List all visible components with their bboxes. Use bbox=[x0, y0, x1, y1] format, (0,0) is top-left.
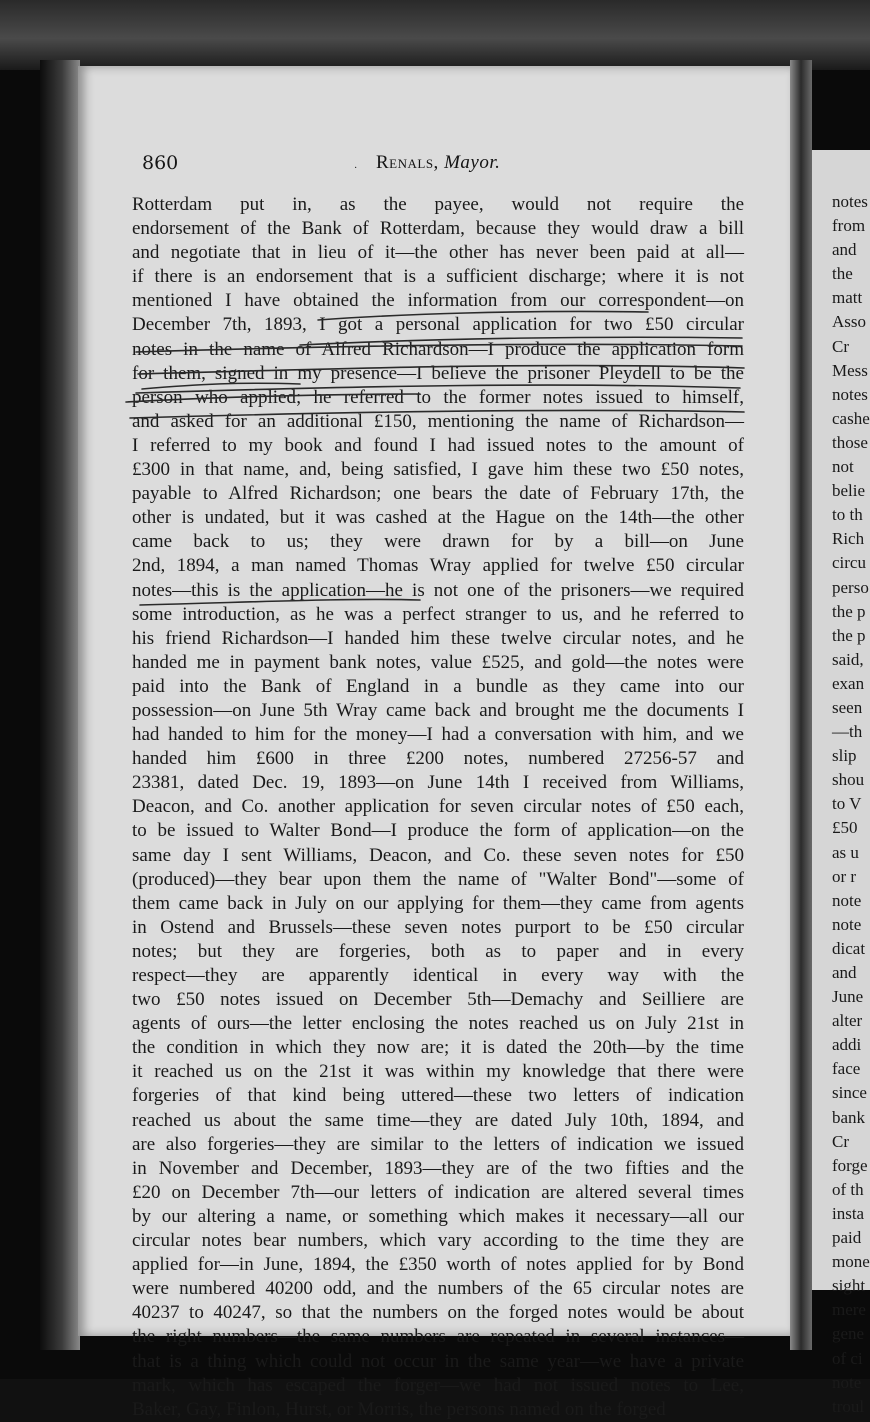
text-line: mark, which has escaped the forger—we had not issued notes to Lee, bbox=[132, 1374, 744, 1396]
text-line: two £50 notes issued on December 5th—Demachy and Seilliere are bbox=[132, 989, 744, 1011]
text-line: by our altering a name, or something which makes it necessary—all our bbox=[132, 1205, 744, 1227]
text-line: and asked for an additional £150, mentioning the name of Richardson— bbox=[132, 410, 744, 432]
text-line: some introduction, as he was a perfect stranger to us, and he referred to bbox=[132, 603, 744, 625]
text-line: the right numbers—the same numbers are repeated in several instances— bbox=[132, 1326, 744, 1348]
text-line: agents of ours—the letter enclosing the notes reached us on July 21st in bbox=[132, 1013, 744, 1035]
next-page-line: notes bbox=[832, 192, 868, 211]
next-page-line: mone bbox=[832, 1252, 870, 1272]
next-page-fragment bbox=[812, 150, 870, 1416]
text-line: notes—this is the application—he is not one of the prisoners—we required bbox=[132, 579, 744, 601]
header-dot: · bbox=[354, 163, 358, 174]
next-page-line: exan bbox=[832, 673, 865, 693]
next-page-line: forge bbox=[832, 1155, 868, 1175]
text-line: handed me in payment bank notes, value £525, and gold—the notes were bbox=[132, 651, 744, 673]
text-line: had handed to him for the money—I had a conversation with him, and we bbox=[132, 724, 744, 746]
text-line: if there is an endorsement that is a sufficient discharge; where it is not bbox=[132, 266, 744, 288]
text-line: handed him £600 in three £200 notes, numbered 27256-57 and bbox=[132, 748, 744, 770]
text-line: forgeries of that kind being uttered—these two letters of indication bbox=[132, 1085, 744, 1107]
text-line: in November and December, 1893—they are of the two fifties and the bbox=[132, 1157, 744, 1179]
next-page-line: bank bbox=[832, 1107, 866, 1127]
next-page-line: note bbox=[832, 1372, 862, 1392]
next-page-line: note bbox=[832, 914, 862, 934]
next-page-line: perso bbox=[832, 577, 869, 597]
text-line: person who applied; he referred to the former notes issued to himself, bbox=[132, 386, 744, 408]
text-line: and negotiate that in lieu of it—the other has never been paid at all— bbox=[132, 242, 744, 264]
next-page-line: or r bbox=[832, 866, 857, 886]
next-page-line: shou bbox=[832, 770, 865, 790]
text-line: Deacon, and Co. another application for seven circular notes of £50 each, bbox=[132, 796, 744, 818]
next-page-line: the p bbox=[832, 601, 866, 621]
next-page-line: from bbox=[832, 216, 866, 236]
next-page-line: troul bbox=[832, 1396, 865, 1416]
text-line: I referred to my book and found I had issued notes to the amount of bbox=[132, 434, 744, 456]
next-page-line: £50 bbox=[832, 818, 858, 838]
text-line: them came back in July on our applying for them—they came from agents bbox=[132, 892, 744, 914]
text-line: that is a thing which could not occur in the same year—we have a private bbox=[132, 1350, 744, 1372]
text-line: were numbered 40200 odd, and the numbers of the 65 circular notes are bbox=[132, 1278, 744, 1300]
text-line: are also forgeries—they are similar to the letters of indication we issued bbox=[132, 1133, 744, 1155]
next-page-line: the bbox=[832, 264, 853, 284]
next-page-line: face bbox=[832, 1059, 861, 1079]
text-line: applied for—in June, 1894, the £350 worth of notes applied for by Bond bbox=[132, 1254, 744, 1276]
next-page-line: dicat bbox=[832, 938, 866, 958]
page-header bbox=[142, 152, 742, 182]
next-page-line: note bbox=[832, 890, 862, 910]
next-page-line: Rich bbox=[832, 529, 865, 549]
text-line: 2nd, 1894, a man named Thomas Wray applied for twelve £50 circular bbox=[132, 555, 744, 577]
book-spine-edge bbox=[40, 60, 80, 1350]
text-line: £20 on December 7th—our letters of indication are altered several times bbox=[132, 1181, 744, 1203]
text-line: possession—on June 5th Wray came back and brought me the documents I bbox=[132, 699, 744, 721]
text-line: endorsement of the Bank of Rotterdam, because they would draw a bill bbox=[132, 218, 744, 240]
text-line: (produced)—they bear upon them the name of "Walter Bond"—some of bbox=[132, 868, 744, 890]
text-line: to be issued to Walter Bond—I produce the form of application—on the bbox=[132, 820, 744, 842]
next-page-line: Cr bbox=[832, 1131, 849, 1151]
running-head bbox=[376, 152, 500, 174]
text-line: Baker, Gay, Finlon, Hurst, or Morris, the persons named on the forged bbox=[132, 1398, 666, 1420]
running-head-name: Renals, bbox=[376, 152, 439, 173]
next-page-line: not bbox=[832, 457, 854, 477]
next-page-line: said, bbox=[832, 649, 864, 669]
book-gutter bbox=[790, 60, 812, 1350]
text-line: in Ostend and Brussels—these seven notes purport to be £50 circular bbox=[132, 916, 744, 938]
next-page-line: the p bbox=[832, 625, 866, 645]
text-line: the condition in which they now are; it is dated the 20th—by the time bbox=[132, 1037, 744, 1059]
next-page-line: gene bbox=[832, 1324, 865, 1344]
text-line: 23381, dated Dec. 19, 1893—on June 14th I received from Williams, bbox=[132, 772, 744, 794]
text-line: circular notes bear numbers, which vary according to the time they are bbox=[132, 1230, 744, 1252]
next-page-line: alter bbox=[832, 1011, 863, 1031]
next-page-line: Cr bbox=[832, 336, 849, 356]
text-line: 40237 to 40247, so that the numbers on the forged notes would be about bbox=[132, 1302, 744, 1324]
text-line: paid into the Bank of England in a bundle as they came into our bbox=[132, 675, 744, 697]
scan-top-edge bbox=[0, 0, 870, 70]
next-page-line: as u bbox=[832, 842, 859, 862]
text-line: notes; but they are forgeries, both as to paper and in every bbox=[132, 940, 744, 962]
next-page-lines bbox=[812, 190, 870, 1419]
next-page-line: June bbox=[832, 987, 864, 1007]
text-line: reached us about the same time—they are dated July 10th, 1894, and bbox=[132, 1109, 744, 1131]
text-line: it reached us on the 21st it was within my knowledge that there were bbox=[132, 1061, 744, 1083]
text-line: December 7th, 1893, I got a personal application for two £50 circular bbox=[132, 314, 744, 336]
next-page-line: those bbox=[832, 432, 868, 452]
next-page-line: to V bbox=[832, 794, 862, 814]
text-line: his friend Richardson—I handed him these twelve circular notes, and he bbox=[132, 627, 744, 649]
running-head-title: Mayor. bbox=[444, 152, 501, 173]
next-page-line: to th bbox=[832, 505, 863, 525]
next-page-line: of th bbox=[832, 1179, 864, 1199]
next-page-line: slip bbox=[832, 746, 857, 766]
next-page-line: of ci bbox=[832, 1348, 863, 1368]
next-page-line: addi bbox=[832, 1035, 862, 1055]
text-line: payable to Alfred Richardson; one bears the date of February 17th, the bbox=[132, 483, 744, 505]
next-page-line: paid bbox=[832, 1228, 862, 1248]
page-number: 860 bbox=[142, 152, 179, 174]
text-line: mentioned I have obtained the information from our correspondent—on bbox=[132, 290, 744, 312]
text-line: for them, signed in my presence—I believe the prisoner Pleydell to be the bbox=[132, 362, 744, 384]
next-page-line: since bbox=[832, 1083, 867, 1103]
next-page-line: —th bbox=[832, 722, 863, 742]
next-page-line: Asso bbox=[832, 312, 867, 332]
body-text bbox=[132, 193, 744, 1422]
next-page-line: mere bbox=[832, 1300, 866, 1320]
text-line: respect—they are apparently identical in every way with the bbox=[132, 965, 744, 986]
next-page-line: seen bbox=[832, 697, 863, 717]
text-line: notes in the name of Alfred Richardson—I produce the application form bbox=[132, 338, 744, 360]
next-page-line: and bbox=[832, 240, 857, 260]
text-line: Rotterdam put in, as the payee, would not require the bbox=[132, 194, 744, 215]
next-page-line: circu bbox=[832, 553, 866, 573]
text-line: came back to us; they were drawn for by a bill—on June bbox=[132, 531, 744, 553]
next-page-line: cashe bbox=[832, 408, 870, 428]
text-line: same day I sent Williams, Deacon, and Co. these seven notes for £50 bbox=[132, 844, 744, 866]
text-line: £300 in that name, and, being satisfied, I gave him these two £50 notes, bbox=[132, 459, 744, 481]
next-page-line: notes bbox=[832, 384, 868, 404]
text-line: other is undated, but it was cashed at the Hague on the 14th—the other bbox=[132, 507, 744, 529]
next-page-line: and bbox=[832, 963, 857, 982]
next-page-line: insta bbox=[832, 1203, 865, 1223]
next-page-line: Mess bbox=[832, 360, 868, 380]
next-page-line: matt bbox=[832, 288, 863, 308]
next-page-line: sight bbox=[832, 1276, 866, 1296]
next-page-line: belie bbox=[832, 481, 866, 501]
